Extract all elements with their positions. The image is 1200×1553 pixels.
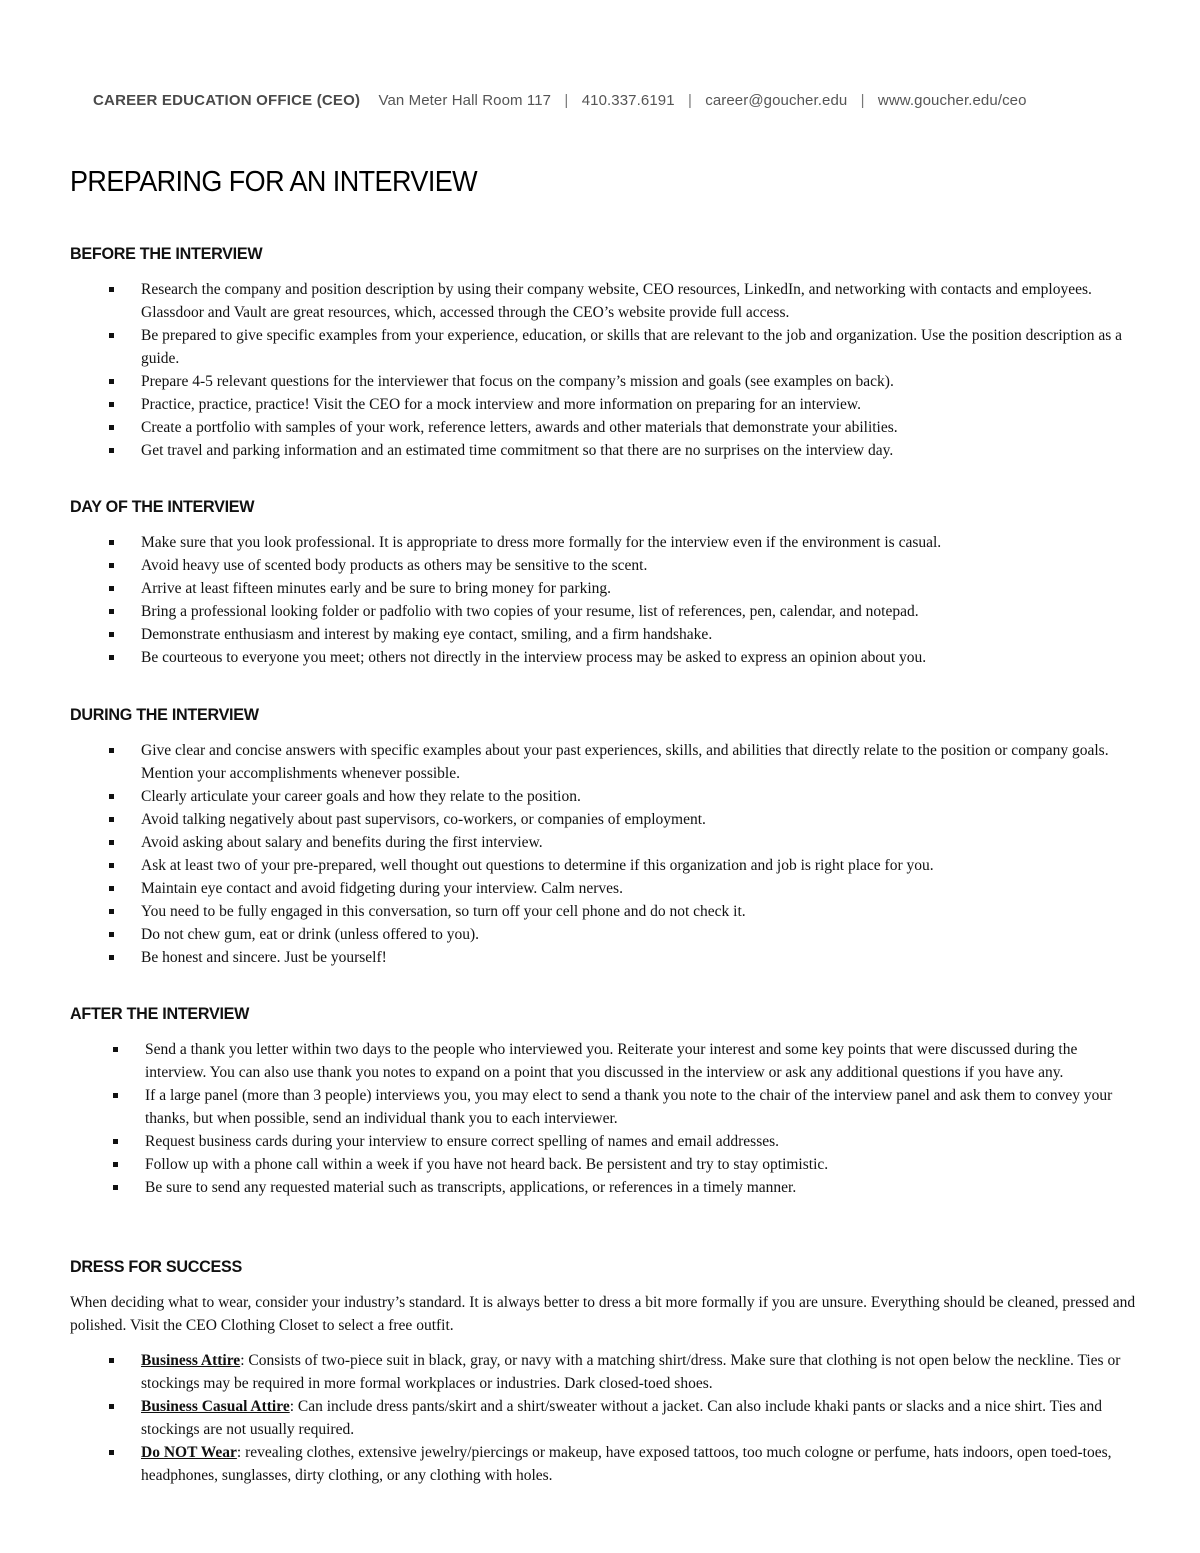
list-item: You need to be fully engaged in this conversation, so turn off your cell phone and do not check it. <box>70 900 1140 923</box>
term-description: : Consists of two-piece suit in black, gray, or navy with a matching shirt/dress. Make sure that clothing is not open below the neckline. Ties or stockings may be required in more formal workplaces or industries. Dark closed-toed shoes. <box>141 1352 1121 1392</box>
section-day <box>70 497 1140 669</box>
list-item <box>70 1441 1140 1487</box>
section-heading: BEFORE THE INTERVIEW <box>70 244 263 263</box>
list-item: Do not chew gum, eat or drink (unless offered to you). <box>70 923 1140 946</box>
list-item: Demonstrate enthusiasm and interest by making eye contact, smiling, and a firm handshake. <box>70 623 1140 646</box>
list-item: Send a thank you letter within two days to the people who interviewed you. Reiterate your interest and some key points that were discussed during the interview. You can also use thank you notes to expand on a point that you discussed in the interview or ask any additional questions if you have any. <box>70 1038 1140 1084</box>
list-item: Follow up with a phone call within a week if you have not heard back. Be persistent and try to stay optimistic. <box>70 1153 1140 1176</box>
term-description: : Can include dress pants/skirt and a shirt/sweater without a jacket. Can also include khaki pants or slacks and a nice shirt. Ties and stockings are not usually required. <box>141 1398 1103 1438</box>
section-heading: DAY OF THE INTERVIEW <box>70 497 255 516</box>
list-item: Avoid heavy use of scented body products as others may be sensitive to the scent. <box>70 554 1140 577</box>
list-item <box>70 1349 1140 1395</box>
list-item <box>70 1395 1140 1441</box>
after-list <box>70 1038 1140 1199</box>
day-list <box>70 531 1140 669</box>
dress-list <box>70 1349 1140 1487</box>
list-item: Avoid asking about salary and benefits during the first interview. <box>70 831 1140 854</box>
list-item: Ask at least two of your pre-prepared, well thought out questions to determine if this organization and job is right place for you. <box>70 854 1140 877</box>
header-separator: | <box>687 92 692 109</box>
section-heading: DRESS FOR SUCCESS <box>70 1257 242 1276</box>
list-item: Make sure that you look professional. It is appropriate to dress more formally for the interview even if the environment is casual. <box>70 531 1140 554</box>
list-item: Create a portfolio with samples of your work, reference letters, awards and other materials that demonstrate your abilities. <box>70 416 1140 439</box>
section-heading: DURING THE INTERVIEW <box>70 705 259 724</box>
term-label: Do NOT Wear <box>141 1444 237 1461</box>
list-item: Get travel and parking information and an estimated time commitment so that there are no surprises on the interview day. <box>70 439 1140 462</box>
section-dress <box>70 1257 1140 1487</box>
list-item: If a large panel (more than 3 people) interviews you, you may elect to send a thank you note to the chair of the interview panel and ask them to convey your thanks, but when possible, send an individual thank you to each interviewer. <box>70 1084 1140 1130</box>
list-item: Be sure to send any requested material such as transcripts, applications, or references in a timely manner. <box>70 1176 1140 1199</box>
list-item: Prepare 4-5 relevant questions for the interviewer that focus on the company’s mission and goals (see examples on back). <box>70 370 1140 393</box>
list-item: Bring a professional looking folder or padfolio with two copies of your resume, list of references, pen, calendar, and notepad. <box>70 600 1140 623</box>
list-item: Request business cards during your interview to ensure correct spelling of names and email addresses. <box>70 1130 1140 1153</box>
dress-intro: When deciding what to wear, consider your industry’s standard. It is always better to dress a bit more formally if you are unsure. Everything should be cleaned, pressed and polished. Visit the CEO Clothing Closet to select a free outfit. <box>70 1294 1136 1334</box>
office-phone: 410.337.6191 <box>581 92 675 109</box>
list-item: Arrive at least fifteen minutes early and be sure to bring money for parking. <box>70 577 1140 600</box>
office-email[interactable]: career@goucher.edu <box>705 92 848 109</box>
term-description: : revealing clothes, extensive jewelry/piercings or makeup, have exposed tattoos, too much cologne or perfume, hats indoors, open toed-toes, headphones, sunglasses, dirty clothing, or any clothing with holes. <box>141 1444 1112 1484</box>
list-item: Research the company and position description by using their company website, CEO resources, LinkedIn, and networking with contacts and employees. Glassdoor and Vault are great resources, which, accessed through the CEO’s website provide full access. <box>70 278 1140 324</box>
office-website[interactable]: www.goucher.edu/ceo <box>877 92 1027 109</box>
list-item: Clearly articulate your career goals and how they relate to the position. <box>70 785 1140 808</box>
list-item: Be prepared to give specific examples from your experience, education, or skills that are relevant to the job and organization. Use the position description as a guide. <box>70 324 1140 370</box>
list-item: Practice, practice, practice! Visit the CEO for a mock interview and more information on preparing for an interview. <box>70 393 1140 416</box>
office-location: Van Meter Hall Room 117 <box>378 92 552 109</box>
office-name: CAREER EDUCATION OFFICE (CEO) <box>93 92 361 109</box>
header-separator: | <box>564 92 569 109</box>
section-during <box>70 705 1140 969</box>
during-list <box>70 739 1140 969</box>
list-item: Maintain eye contact and avoid fidgeting during your interview. Calm nerves. <box>70 877 1140 900</box>
page-header <box>93 92 1123 109</box>
section-before <box>70 244 1140 462</box>
before-list <box>70 278 1140 462</box>
list-item: Be courteous to everyone you meet; others not directly in the interview process may be asked to express an opinion about you. <box>70 646 1140 669</box>
list-item: Give clear and concise answers with specific examples about your past experiences, skills, and abilities that directly relate to the position or company goals. Mention your accomplishments whenever possible. <box>70 739 1140 785</box>
list-item: Avoid talking negatively about past supervisors, co-workers, or companies of employment. <box>70 808 1140 831</box>
term-label: Business Attire <box>141 1352 241 1369</box>
section-after <box>70 1004 1140 1199</box>
header-separator: | <box>860 92 865 109</box>
list-item: Be honest and sincere. Just be yourself! <box>70 946 1140 969</box>
page-title: PREPARING FOR AN INTERVIEW <box>70 166 478 198</box>
term-label: Business Casual Attire <box>141 1398 290 1415</box>
section-heading: AFTER THE INTERVIEW <box>70 1004 250 1023</box>
